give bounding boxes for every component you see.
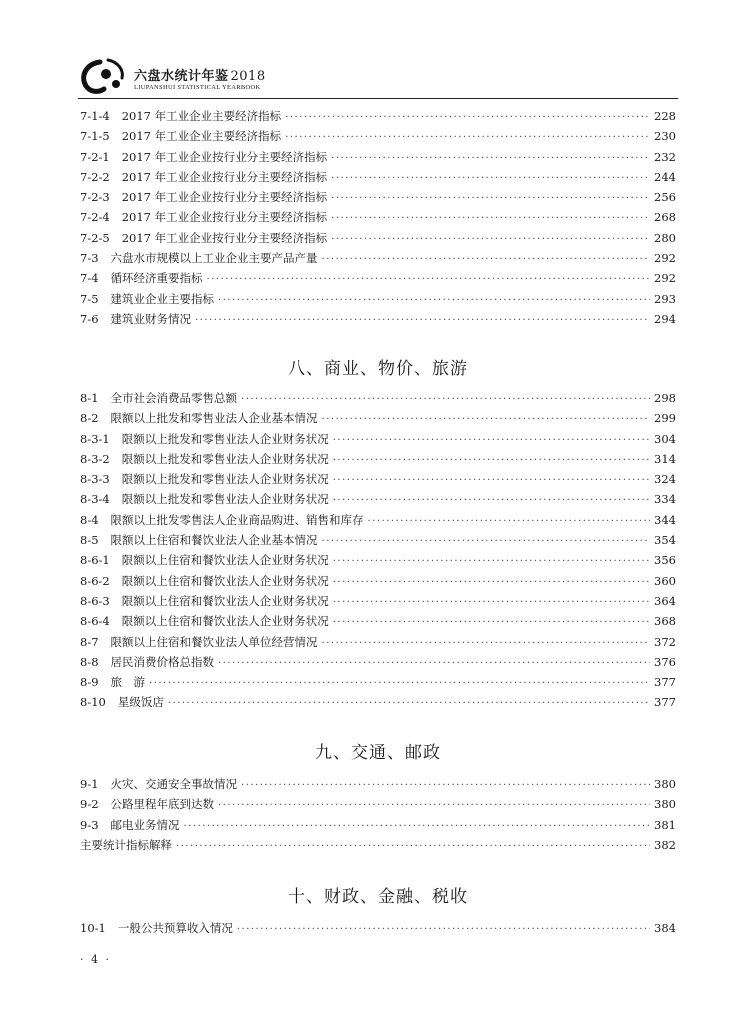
toc-entry-title: 2017 年工业企业按行业分主要经济指标	[121, 190, 328, 205]
toc-entry-number: 7-2-5	[80, 230, 110, 245]
toc-entry-page: 292	[654, 271, 676, 286]
toc-entry[interactable]	[80, 634, 676, 654]
header-subtitle: LIUPANSHUI STATISTICAL YEARBOOK	[134, 84, 261, 91]
toc-entry-page: 381	[654, 817, 676, 832]
toc-entry-title: 限额以上住宿和餐饮业法人企业财务状况	[121, 593, 329, 608]
toc-leader-dots	[218, 295, 650, 306]
header-title	[134, 65, 266, 84]
toc-entry[interactable]	[80, 776, 676, 796]
toc-leader-dots	[368, 516, 650, 527]
toc-entry-page: 244	[654, 169, 676, 184]
toc-entry-number: 8-3-1	[80, 431, 110, 446]
section-heading-9: 九、交通、邮政	[315, 743, 441, 763]
toc-entry-number: 7-3	[80, 251, 99, 266]
toc-entry-page: 228	[654, 109, 676, 123]
header-rule	[78, 98, 678, 99]
toc-leader-dots	[241, 394, 650, 405]
toc-entry-page: 368	[654, 614, 676, 629]
toc-entry-title: 限额以上住宿和餐饮业法人单位经营情况	[110, 634, 318, 649]
toc-entry[interactable]	[80, 613, 676, 633]
toc-leader-dots	[333, 495, 650, 506]
toc-entry-title: 循环经济重要指标	[110, 271, 203, 286]
toc-entry[interactable]	[80, 311, 676, 331]
toc-leader-dots	[195, 315, 650, 326]
toc-entry-title: 2017 年工业企业按行业分主要经济指标	[121, 149, 328, 164]
toc-leader-dots	[331, 234, 650, 245]
toc-entry-page: 294	[654, 311, 676, 326]
toc-entry-number: 7-1-5	[80, 129, 110, 144]
toc-leader-dots	[333, 577, 650, 588]
toc-entry[interactable]	[80, 654, 676, 674]
toc-entry-page: 384	[654, 921, 676, 935]
toc-entry-page: 360	[654, 573, 676, 588]
toc-entry-page: 280	[654, 230, 676, 245]
toc-leader-dots	[333, 455, 650, 466]
toc-entry-number: 7-2-3	[80, 190, 110, 205]
toc-entry-number: 8-9	[80, 675, 99, 690]
toc-entry-title: 2017 年工业企业按行业分主要经济指标	[121, 210, 328, 225]
toc-entry-title: 限额以上批发零售法人企业商品购进、销售和库存	[110, 512, 364, 527]
toc-entry-title: 限额以上住宿和餐饮业法人企业财务状况	[121, 614, 329, 629]
toc-entry-title: 限额以上批发和零售业法人企业财务状况	[121, 431, 329, 446]
toc-leader-dots	[333, 597, 650, 608]
page-number: · 4 ·	[80, 953, 111, 966]
toc-entry[interactable]	[80, 410, 676, 430]
toc-entry-page: 324	[654, 472, 676, 487]
toc-entry[interactable]	[80, 169, 676, 189]
toc-entry-page: 377	[654, 675, 676, 690]
toc-leader-dots	[322, 638, 650, 649]
toc-entry-number: 10-1	[80, 921, 106, 935]
toc-leader-dots	[285, 112, 650, 123]
section-heading-10: 十、财政、金融、税收	[288, 887, 468, 907]
toc-entry-number: 8-1	[80, 391, 99, 405]
toc-entry[interactable]	[80, 471, 676, 491]
toc-entry-number: 9-3	[80, 817, 99, 832]
toc-entry-title: 2017 年工业企业主要经济指标	[121, 109, 282, 123]
toc-entry-page: 314	[654, 451, 676, 466]
toc-entry-number: 8-6-2	[80, 573, 110, 588]
toc-entry-number: 8-6-4	[80, 614, 110, 629]
toc-entry-number: 8-8	[80, 654, 99, 669]
toc-entry-title: 建筑业财务情况	[110, 311, 192, 326]
toc-entry-page: 380	[654, 777, 676, 791]
toc-entry-page: 377	[654, 695, 676, 710]
toc-entry-number: 7-2-4	[80, 210, 110, 225]
toc-entry-number: 9-2	[80, 797, 99, 812]
toc-entry[interactable]	[80, 128, 676, 148]
toc-list-section9	[80, 776, 676, 857]
toc-entry[interactable]	[80, 920, 676, 940]
toc-entry-title: 限额以上住宿和餐饮业法人企业基本情况	[110, 533, 318, 548]
toc-entry-title: 建筑业企业主要指标	[110, 291, 215, 306]
toc-entry-title: 一般公共预算收入情况	[117, 921, 233, 935]
toc-entry-title: 星级饭店	[117, 695, 164, 710]
toc-entry[interactable]	[80, 149, 676, 169]
toc-entry[interactable]	[80, 189, 676, 209]
toc-entry-page: 232	[654, 149, 676, 164]
toc-entry-page: 376	[654, 654, 676, 669]
toc-entry[interactable]	[80, 674, 676, 694]
toc-entry-number: 7-6	[80, 311, 99, 326]
header-year: 2018	[230, 69, 266, 84]
toc-entry-title: 旅 游	[110, 675, 146, 690]
toc-entry-number: 7-5	[80, 291, 99, 306]
toc-entry-number: 8-7	[80, 634, 99, 649]
toc-entry-number: 9-1	[80, 777, 99, 791]
toc-leader-dots	[331, 173, 650, 184]
toc-leader-dots	[218, 800, 650, 811]
toc-entry[interactable]	[80, 431, 676, 451]
toc-entry-title: 火灾、交通安全事故情况	[110, 777, 238, 791]
toc-entry-page: 364	[654, 593, 676, 608]
toc-leader-dots	[322, 254, 650, 265]
toc-entry-number: 8-5	[80, 533, 99, 548]
toc-entry[interactable]	[80, 491, 676, 511]
header-title-text: 六盘水统计年鉴	[134, 69, 229, 84]
section-heading-8: 八、商业、物价、旅游	[288, 359, 468, 379]
toc-entry-page: 304	[654, 431, 676, 446]
toc-leader-dots	[237, 924, 650, 935]
toc-entry[interactable]	[80, 390, 676, 410]
toc-entry-number: 8-4	[80, 512, 99, 527]
toc-entry[interactable]	[80, 817, 676, 837]
toc-entry-number: 7-2-2	[80, 169, 110, 184]
toc-entry-title: 公路里程年底到达数	[110, 797, 215, 812]
toc-entry-page: 380	[654, 797, 676, 812]
toc-entry[interactable]	[80, 694, 676, 714]
toc-entry-title: 六盘水市规模以上工业企业主要产品产量	[110, 251, 318, 266]
toc-entry-page: 293	[654, 291, 676, 306]
toc-entry[interactable]	[80, 796, 676, 816]
toc-leader-dots	[241, 780, 650, 791]
page-header	[78, 56, 678, 100]
toc-entry-title: 2017 年工业企业按行业分主要经济指标	[121, 169, 328, 184]
toc-leader-dots	[331, 213, 650, 224]
toc-leader-dots	[333, 617, 650, 628]
toc-entry-number: 8-3-2	[80, 451, 110, 466]
toc-entry-title: 主要统计指标解释	[80, 837, 172, 852]
toc-leader-dots	[331, 153, 650, 164]
toc-entry-page: 256	[654, 190, 676, 205]
toc-leader-dots	[333, 435, 650, 446]
toc-entry[interactable]	[80, 512, 676, 532]
toc-entry-page: 344	[654, 512, 676, 527]
toc-entry-page: 230	[654, 129, 676, 144]
toc-entry-title: 邮电业务情况	[110, 817, 180, 832]
toc-entry-number: 8-6-1	[80, 553, 110, 568]
toc-entry-number: 7-2-1	[80, 149, 110, 164]
toc-entry-page: 382	[654, 837, 676, 852]
toc-leader-dots	[322, 414, 650, 425]
toc-entry-page: 372	[654, 634, 676, 649]
toc-leader-dots	[184, 821, 650, 832]
toc-list-section10	[80, 920, 676, 940]
toc-entry-title: 限额以上批发和零售业法人企业财务状况	[121, 492, 329, 507]
toc-entry[interactable]	[80, 108, 676, 128]
toc-list-section8	[80, 390, 676, 715]
toc-entry-page: 298	[654, 391, 676, 405]
toc-leader-dots	[322, 536, 650, 547]
toc-entry-page: 334	[654, 492, 676, 507]
toc-leader-dots	[218, 658, 650, 669]
toc-entry-number: 8-3-4	[80, 492, 110, 507]
toc-leader-dots	[331, 193, 650, 204]
toc-entry-page: 356	[654, 553, 676, 568]
toc-leader-dots	[168, 698, 650, 709]
toc-entry-title: 限额以上住宿和餐饮业法人企业财务状况	[121, 553, 329, 568]
toc-entry-number: 8-6-3	[80, 593, 110, 608]
toc-entry-page: 354	[654, 533, 676, 548]
toc-entry[interactable]	[80, 593, 676, 613]
toc-entry[interactable]	[80, 837, 676, 857]
toc-entry[interactable]	[80, 250, 676, 270]
toc-leader-dots	[207, 274, 650, 285]
toc-leader-dots	[285, 132, 650, 143]
toc-entry-title: 2017 年工业企业主要经济指标	[121, 129, 282, 144]
toc-entry-page: 292	[654, 251, 676, 266]
toc-entry-title: 居民消费价格总指数	[110, 654, 215, 669]
toc-leader-dots	[333, 475, 650, 486]
toc-entry[interactable]	[80, 291, 676, 311]
toc-entry-title: 限额以上住宿和餐饮业法人企业财务状况	[121, 573, 329, 588]
yearbook-logo-icon	[78, 56, 130, 96]
toc-entry[interactable]	[80, 573, 676, 593]
toc-entry-page: 268	[654, 210, 676, 225]
toc-entry-number: 8-2	[80, 411, 99, 426]
toc-entry-title: 限额以上批发和零售业法人企业财务状况	[121, 472, 329, 487]
toc-entry[interactable]	[80, 552, 676, 572]
toc-entry[interactable]	[80, 270, 676, 290]
toc-entry[interactable]	[80, 209, 676, 229]
toc-entry-title: 全市社会消费品零售总额	[110, 391, 238, 405]
toc-leader-dots	[176, 841, 650, 852]
toc-leader-dots	[333, 556, 650, 567]
toc-entry-title: 2017 年工业企业按行业分主要经济指标	[121, 230, 328, 245]
toc-entry-number: 7-1-4	[80, 109, 110, 123]
toc-entry[interactable]	[80, 230, 676, 250]
toc-entry[interactable]	[80, 451, 676, 471]
toc-entry-number: 8-3-3	[80, 472, 110, 487]
toc-entry-number: 7-4	[80, 271, 99, 286]
toc-entry-page: 299	[654, 411, 676, 426]
toc-entry-title: 限额以上批发和零售业法人企业基本情况	[110, 411, 318, 426]
toc-leader-dots	[149, 678, 650, 689]
toc-list-section7	[80, 108, 676, 331]
toc-entry[interactable]	[80, 532, 676, 552]
toc-entry-title: 限额以上批发和零售业法人企业财务状况	[121, 451, 329, 466]
toc-entry-number: 8-10	[80, 695, 106, 710]
